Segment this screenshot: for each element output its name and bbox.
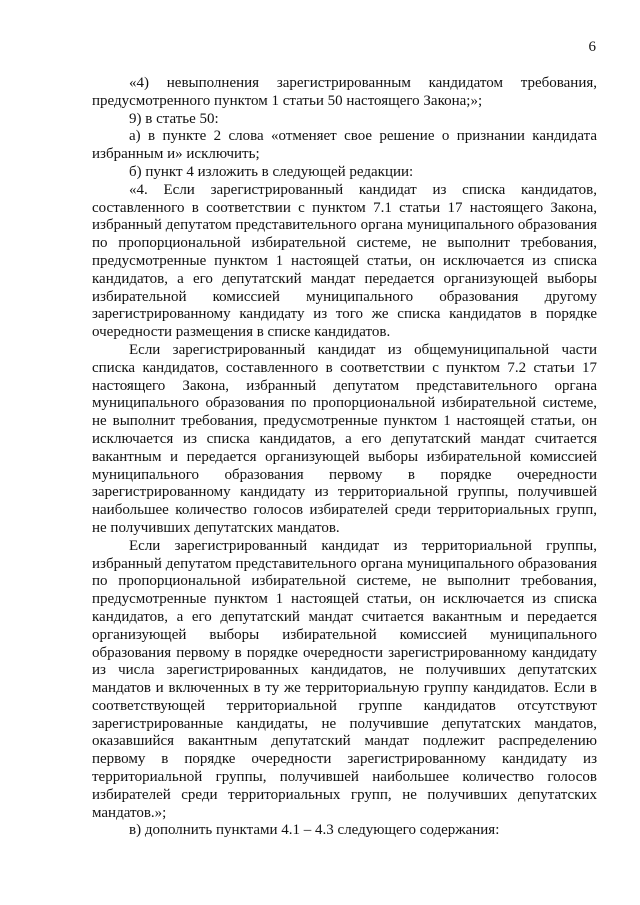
document-body: [92, 75, 597, 840]
paragraph-point-4-first: «4. Если зарегистрированный кандидат из списка кандидатов, составленного в соответствии с пунктом 7.1 статьи 17 настоящего Закона, избранный депутатом представительного органа муниципального образования по пропорциональной избирательной системе, не выполнит требования, предусмотренные пунктом 1 настоящей статьи, он исключается из списка кандидатов, а его депутатский мандат передается организующей выборы избирательной комиссией муниципального образования другому зарегистрированному кандидату из того же списка кандидатов в порядке очередности размещения в списке кандидатов.: [92, 181, 597, 341]
paragraph-subitem-v: в) дополнить пунктами 4.1 – 4.3 следующего содержания:: [129, 822, 500, 839]
paragraph-amendment-item-4: «4) невыполнения зарегистрированным кандидатом требования, предусмотренного пунктом 1 статьи 50 настоящего Закона;»;: [92, 75, 597, 109]
paragraph-article-50-heading: 9) в статье 50:: [129, 110, 219, 127]
paragraph-point-4-second: Если зарегистрированный кандидат из общемуниципальной части списка кандидатов, составленного в соответствии с пунктом 7.2 статьи 17 настоящего Закона, избранный депутатом представительного органа муниципального образования по пропорциональной избирательной системе, не выполнит требования, предусмотренные пунктом 1 настоящей статьи, он исключается из списка кандидатов, а его депутатский мандат считается вакантным и передается организующей выборы избирательной комиссией муниципального образования первому в порядке очередности зарегистрированному кандидату из территориальной группы, получившей наибольшее количество голосов избирателей среди территориальных групп, не получивших депутатских мандатов.: [92, 341, 597, 536]
page-number: 6: [588, 39, 596, 55]
paragraph-subitem-a: а) в пункте 2 слова «отменяет свое решение о признании кандидата избранным и» исключить;: [92, 128, 597, 163]
paragraph-subitem-b: б) пункт 4 изложить в следующей редакции:: [129, 163, 414, 180]
paragraph-point-4-third: Если зарегистрированный кандидат из территориальной группы, избранный депутатом представительного органа муниципального образования по пропорциональной избирательной системе, не выполнит требования, предусмотренные пунктом 1 настоящей статьи, он исключается из списка кандидатов, а его депутатский мандат считается вакантным и передается организующей выборы избирательной комиссией муниципального образования первому в порядке очередности зарегистрированному кандидату из числа зарегистрированных кандидатов, не получивших депутатских мандатов и включенных в ту же территориальную группу кандидатов. Если в соответствующей территориальной группе кандидатов отсутствуют зарегистрированные кандидаты, не получившие депутатских мандатов, оказавшийся вакантным депутатский мандат подлежит распределению первому в порядке очередности зарегистрированному кандидату из территориальной группы, получившей наибольшее количество голосов избирателей среди территориальных групп, не получивших депутатских мандатов.»;: [92, 537, 597, 821]
